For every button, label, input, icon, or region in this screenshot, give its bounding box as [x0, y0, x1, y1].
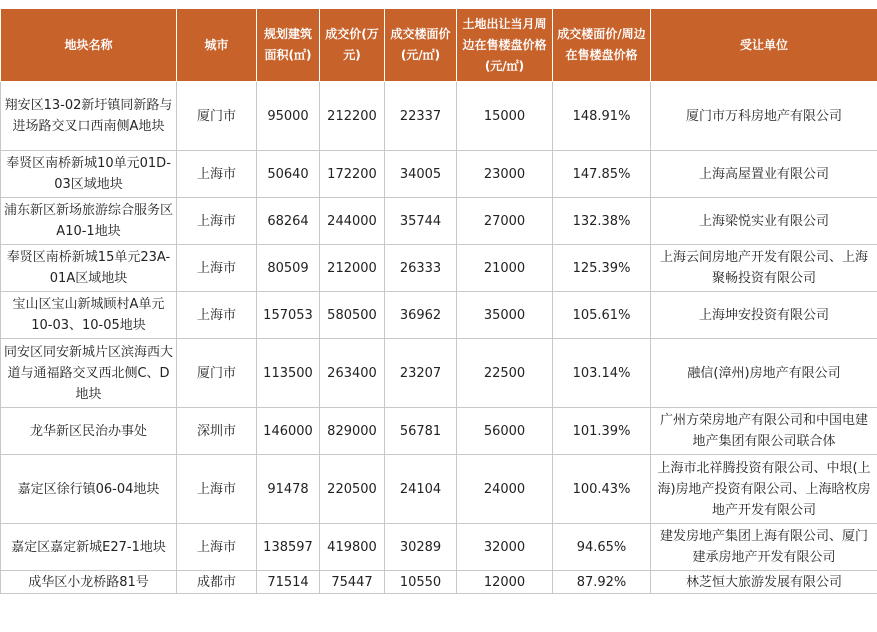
- header-buyer: 受让单位: [651, 9, 877, 82]
- nearby-price-cell: 24000: [457, 455, 553, 524]
- price-ratio-cell: 132.38%: [553, 198, 651, 245]
- buyer-cell: 上海高屋置业有限公司: [651, 151, 877, 198]
- city-cell: 上海市: [177, 245, 257, 292]
- buyer-cell: 广州方荣房地产有限公司和中国电建地产集团有限公司联合体: [651, 408, 877, 455]
- deal-price-cell: 172200: [320, 151, 385, 198]
- floor-price-cell: 36962: [385, 292, 457, 339]
- deal-price-cell: 244000: [320, 198, 385, 245]
- table-row: [1, 82, 877, 151]
- nearby-price-cell: 32000: [457, 524, 553, 571]
- parcel-name-cell: 翔安区13-02新圩镇同新路与进场路交叉口西南侧A地块: [1, 82, 177, 151]
- planned-area-cell: 113500: [257, 339, 320, 408]
- planned-area-cell: 50640: [257, 151, 320, 198]
- parcel-name-cell: 成华区小龙桥路81号: [1, 571, 177, 594]
- table-row: [1, 571, 877, 594]
- floor-price-cell: 10550: [385, 571, 457, 594]
- table-row: [1, 198, 877, 245]
- buyer-cell: 上海市北祥腾投资有限公司、中垠(上海)房地产投资有限公司、上海晗枚房地产开发有限公司: [651, 455, 877, 524]
- buyer-cell: 建发房地产集团上海有限公司、厦门建承房地产开发有限公司: [651, 524, 877, 571]
- price-ratio-cell: 103.14%: [553, 339, 651, 408]
- city-cell: 成都市: [177, 571, 257, 594]
- planned-area-cell: 157053: [257, 292, 320, 339]
- price-ratio-cell: 100.43%: [553, 455, 651, 524]
- parcel-name-cell: 浦东新区新场旅游综合服务区A10-1地块: [1, 198, 177, 245]
- table-row: [1, 245, 877, 292]
- floor-price-cell: 22337: [385, 82, 457, 151]
- parcel-name-cell: 嘉定区嘉定新城E27-1地块: [1, 524, 177, 571]
- floor-price-cell: 35744: [385, 198, 457, 245]
- floor-price-cell: 34005: [385, 151, 457, 198]
- price-ratio-cell: 125.39%: [553, 245, 651, 292]
- parcel-name-cell: 嘉定区徐行镇06-04地块: [1, 455, 177, 524]
- planned-area-cell: 95000: [257, 82, 320, 151]
- city-cell: 上海市: [177, 292, 257, 339]
- deal-price-cell: 75447: [320, 571, 385, 594]
- nearby-price-cell: 22500: [457, 339, 553, 408]
- deal-price-cell: 580500: [320, 292, 385, 339]
- planned-area-cell: 71514: [257, 571, 320, 594]
- nearby-price-cell: 56000: [457, 408, 553, 455]
- parcel-name-cell: 同安区同安新城片区滨海西大道与通福路交叉西北侧C、D地块: [1, 339, 177, 408]
- city-cell: 上海市: [177, 455, 257, 524]
- planned-area-cell: 91478: [257, 455, 320, 524]
- deal-price-cell: 419800: [320, 524, 385, 571]
- nearby-price-cell: 23000: [457, 151, 553, 198]
- floor-price-cell: 24104: [385, 455, 457, 524]
- city-cell: 上海市: [177, 524, 257, 571]
- header-floor-price: 成交楼面价(元/㎡): [385, 9, 457, 82]
- floor-price-cell: 26333: [385, 245, 457, 292]
- price-ratio-cell: 105.61%: [553, 292, 651, 339]
- header-price-ratio: 成交楼面价/周边在售楼盘价格: [553, 9, 651, 82]
- parcel-name-cell: 龙华新区民治办事处: [1, 408, 177, 455]
- table-row: [1, 408, 877, 455]
- deal-price-cell: 829000: [320, 408, 385, 455]
- land-transactions-table: [0, 8, 877, 594]
- city-cell: 深圳市: [177, 408, 257, 455]
- nearby-price-cell: 35000: [457, 292, 553, 339]
- table-row: [1, 339, 877, 408]
- header-city: 城市: [177, 9, 257, 82]
- deal-price-cell: 220500: [320, 455, 385, 524]
- price-ratio-cell: 147.85%: [553, 151, 651, 198]
- table-row: [1, 151, 877, 198]
- parcel-name-cell: 宝山区宝山新城顾村A单元10-03、10-05地块: [1, 292, 177, 339]
- buyer-cell: 上海坤安投资有限公司: [651, 292, 877, 339]
- header-nearby-price: 土地出让当月周边在售楼盘价格(元/㎡): [457, 9, 553, 82]
- buyer-cell: 上海梁悦实业有限公司: [651, 198, 877, 245]
- planned-area-cell: 146000: [257, 408, 320, 455]
- deal-price-cell: 263400: [320, 339, 385, 408]
- nearby-price-cell: 27000: [457, 198, 553, 245]
- deal-price-cell: 212200: [320, 82, 385, 151]
- header-parcel-name: 地块名称: [1, 9, 177, 82]
- nearby-price-cell: 12000: [457, 571, 553, 594]
- parcel-name-cell: 奉贤区南桥新城15单元23A-01A区域地块: [1, 245, 177, 292]
- nearby-price-cell: 21000: [457, 245, 553, 292]
- floor-price-cell: 23207: [385, 339, 457, 408]
- floor-price-cell: 30289: [385, 524, 457, 571]
- buyer-cell: 上海云间房地产开发有限公司、上海聚畅投资有限公司: [651, 245, 877, 292]
- parcel-name-cell: 奉贤区南桥新城10单元01D-03区域地块: [1, 151, 177, 198]
- buyer-cell: 厦门市万科房地产有限公司: [651, 82, 877, 151]
- header-row: [1, 9, 877, 82]
- buyer-cell: 林芝恒大旅游发展有限公司: [651, 571, 877, 594]
- city-cell: 上海市: [177, 198, 257, 245]
- header-deal-price: 成交价(万元): [320, 9, 385, 82]
- floor-price-cell: 56781: [385, 408, 457, 455]
- table-row: [1, 292, 877, 339]
- price-ratio-cell: 87.92%: [553, 571, 651, 594]
- table-row: [1, 455, 877, 524]
- city-cell: 上海市: [177, 151, 257, 198]
- planned-area-cell: 68264: [257, 198, 320, 245]
- planned-area-cell: 80509: [257, 245, 320, 292]
- buyer-cell: 融信(漳州)房地产有限公司: [651, 339, 877, 408]
- nearby-price-cell: 15000: [457, 82, 553, 151]
- table-row: [1, 524, 877, 571]
- header-planned-area: 规划建筑面积(㎡): [257, 9, 320, 82]
- price-ratio-cell: 101.39%: [553, 408, 651, 455]
- price-ratio-cell: 94.65%: [553, 524, 651, 571]
- deal-price-cell: 212000: [320, 245, 385, 292]
- city-cell: 厦门市: [177, 339, 257, 408]
- price-ratio-cell: 148.91%: [553, 82, 651, 151]
- city-cell: 厦门市: [177, 82, 257, 151]
- planned-area-cell: 138597: [257, 524, 320, 571]
